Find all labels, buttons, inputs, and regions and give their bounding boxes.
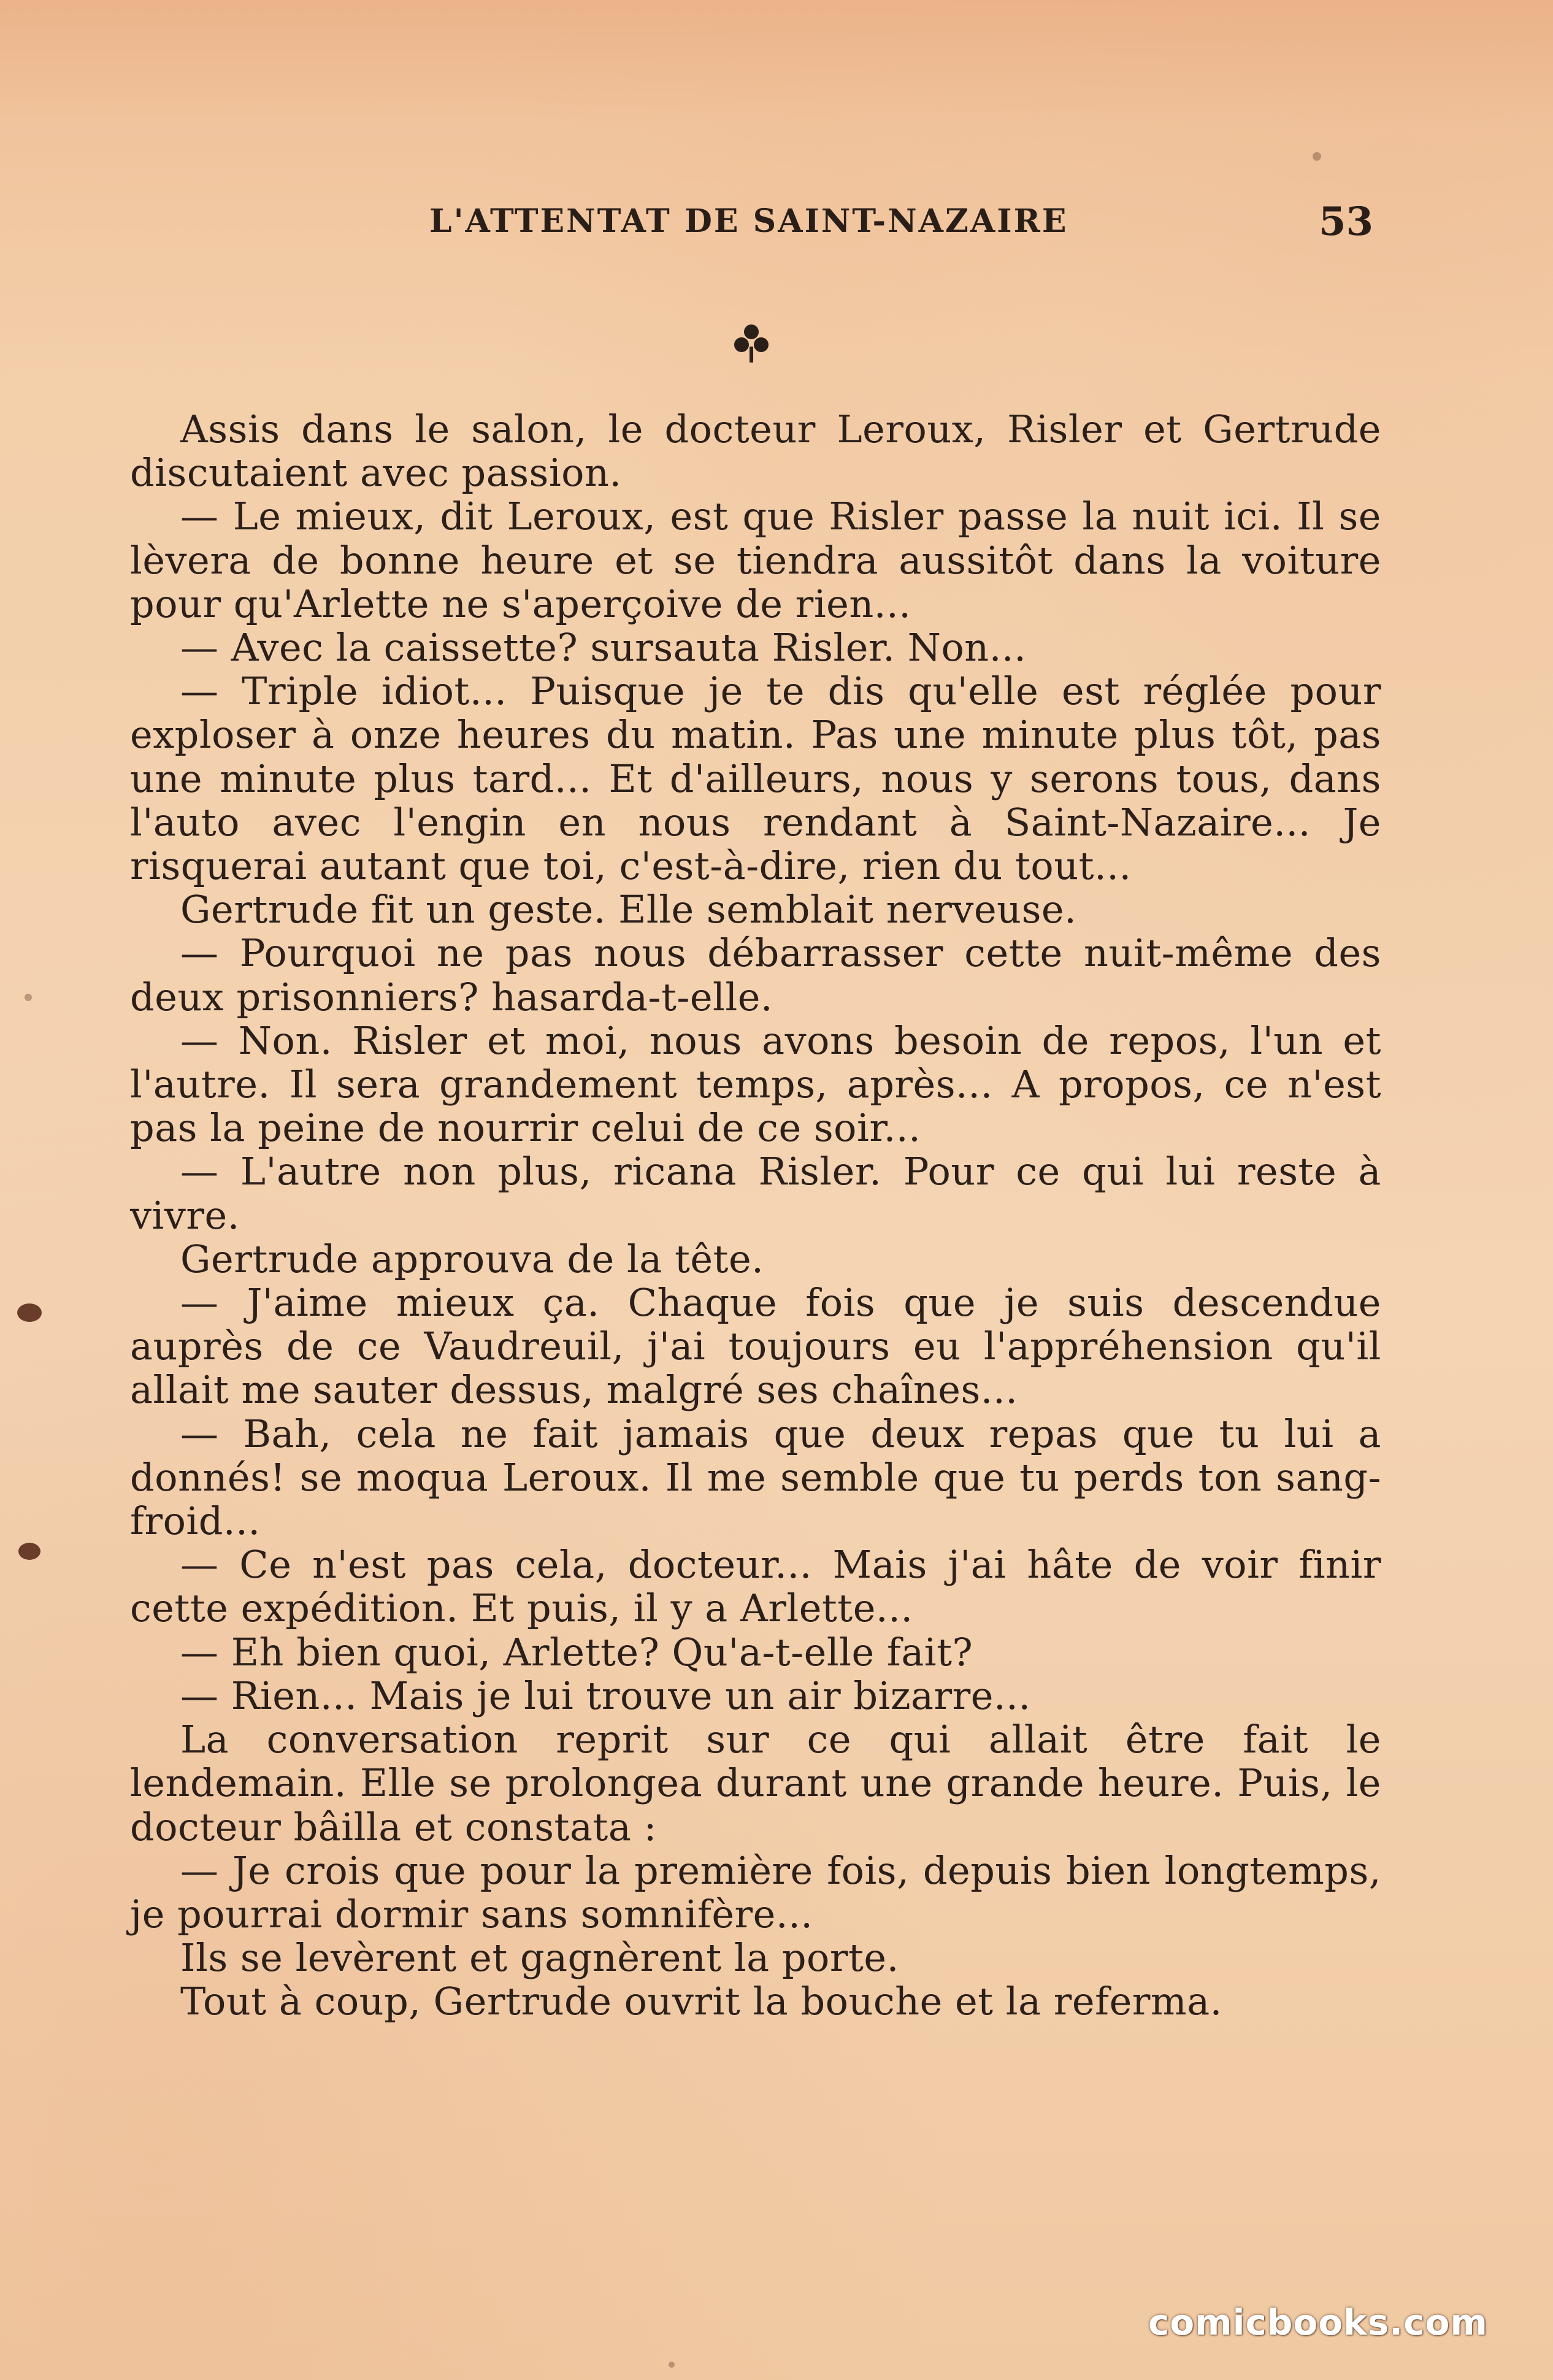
paragraph: Gertrude approuva de la tête. (180, 1236, 764, 1281)
paragraph: La conversation reprit sur ce qui allait être fait le lendemain. Elle se prolongea durant une grande heure. Puis, le docteur bâilla et constata : (130, 1717, 1381, 1849)
paper-speck (1313, 152, 1321, 161)
three-leaf-clover-ornament-icon (730, 322, 773, 365)
binding-hole (18, 1543, 40, 1560)
paper-speck (25, 994, 32, 1001)
paragraph: — Je crois que pour la première fois, depuis bien longtemps, je pourrai dormir sans somnifère... (130, 1848, 1381, 1937)
paragraph: — L'autre non plus, ricana Risler. Pour ce qui lui reste à vivre. (130, 1149, 1381, 1238)
paragraph: Ils se levèrent et gagnèrent la porte. (180, 1935, 899, 1981)
paragraph: Assis dans le salon, le docteur Leroux, Risler et Gertrude discutaient avec passion. (130, 407, 1381, 496)
paragraph: — Rien... Mais je lui trouve un air bizarre... (180, 1673, 1031, 1718)
paragraph: — Le mieux, dit Leroux, est que Risler passe la nuit ici. Il se lèvera de bonne heure et se tiendra aussitôt dans la voiture pour qu'Arlette ne s'aperçoive de rien... (130, 494, 1381, 626)
paragraph: — Triple idiot... Puisque je te dis qu'elle est réglée pour exploser à onze heures du matin. Pas une minute plus tôt, pas une minute plus tard... Et d'ailleurs, nous y serons tous, dans l'auto avec l'engin en nous rendant à Saint-Nazaire... Je risquerai autant que toi, c'est-à-dire, rien du tout... (130, 669, 1381, 889)
paragraph: Gertrude fit un geste. Elle semblait nerveuse. (180, 887, 1077, 932)
paragraph: Tout à coup, Gertrude ouvrit la bouche et la referma. (180, 1979, 1222, 2024)
paragraph: — Avec la caissette? sursauta Risler. Non... (180, 625, 1027, 670)
paragraph: — Pourquoi ne pas nous débarrasser cette nuit-même des deux prisonniers? hasarda-t-elle. (130, 931, 1381, 1019)
page-header (0, 199, 1553, 251)
paragraph: — Eh bien quoi, Arlette? Qu'a-t-elle fait? (180, 1629, 973, 1675)
paragraph: — J'aime mieux ça. Chaque fois que je suis descendue auprès de ce Vaudreuil, j'ai toujours eu l'appréhension qu'il allait me sauter dessus, malgré ses chaînes... (130, 1280, 1381, 1413)
body-text (130, 407, 1381, 2024)
paragraph: — Non. Risler et moi, nous avons besoin de repos, l'un et l'autre. Il sera grandement temps, après... A propos, ce n'est pas la peine de nourrir celui de ce soir... (130, 1018, 1381, 1151)
page-number: 53 (1319, 199, 1374, 245)
running-title: L'ATTENTAT DE SAINT-NAZAIRE (429, 202, 1068, 240)
binding-hole (17, 1303, 42, 1322)
paragraph: — Bah, cela ne fait jamais que deux repas que tu lui a donnés! se moqua Leroux. Il me semble que tu perds ton sang-froid... (130, 1411, 1381, 1544)
paragraph: — Ce n'est pas cela, docteur... Mais j'ai hâte de voir finir cette expédition. Et puis, il y a Arlette... (130, 1542, 1381, 1631)
paper-speck (669, 2362, 675, 2368)
water-stain (0, 0, 1553, 123)
site-watermark: comicbooks.com (1148, 2301, 1488, 2343)
